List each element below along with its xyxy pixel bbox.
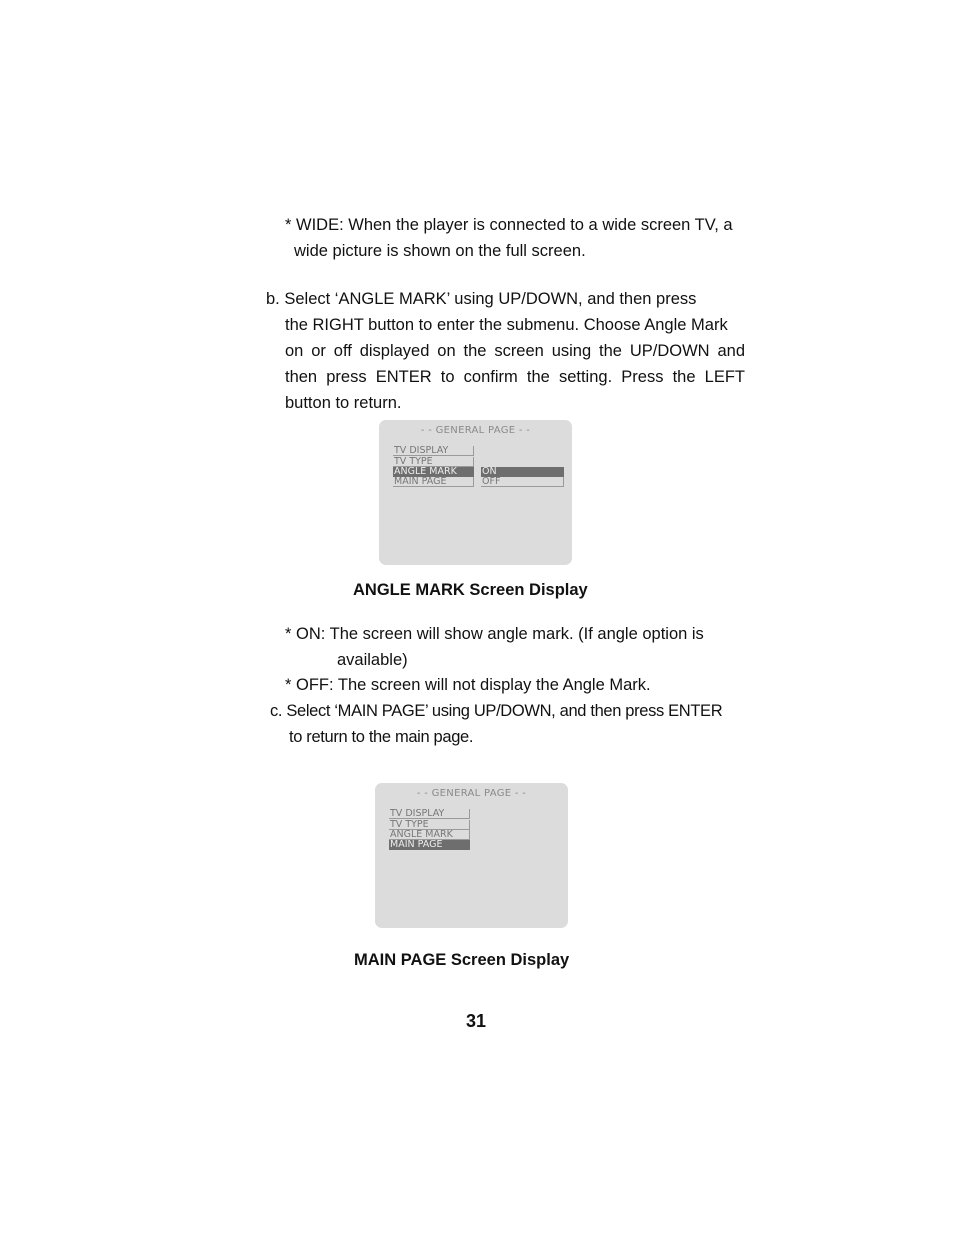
step-b-line-3: on or off displayed on the screen using the UP/DOWN and	[285, 342, 745, 360]
main-page-caption: MAIN PAGE Screen Display	[354, 951, 570, 969]
angle-mark-caption: ANGLE MARK Screen Display	[353, 581, 588, 599]
osd-item-angle-mark: ANGLE MARK	[393, 467, 474, 477]
osd-item-angle-mark: ANGLE MARK	[389, 830, 470, 840]
step-b-line-5: button to return.	[285, 394, 402, 412]
osd-item-tv-display: TV DISPLAY	[389, 809, 470, 819]
osd-title: - - GENERAL PAGE - -	[416, 788, 527, 799]
page-number: 31	[466, 1011, 487, 1031]
wide-note-line-1: * WIDE: When the player is connected to a wide screen TV, a	[285, 216, 733, 234]
osd-item-tv-type: TV TYPE	[389, 820, 470, 830]
wide-note-line-2: wide picture is shown on the full screen.	[294, 242, 586, 260]
osd-option-off: OFF	[481, 477, 564, 487]
osd-item-main-page: MAIN PAGE	[393, 477, 474, 487]
step-b-line-4: then press ENTER to confirm the setting. Press the LEFT	[285, 368, 745, 386]
osd-item-tv-display: TV DISPLAY	[393, 446, 474, 456]
on-description-line-1: * ON: The screen will show angle mark. (If angle option is	[285, 625, 704, 643]
osd-item-main-page: MAIN PAGE	[389, 840, 470, 850]
step-c-line-1: c. Select ‘MAIN PAGE’ using UP/DOWN, and then press ENTER	[270, 702, 723, 720]
step-b-line-2: the RIGHT button to enter the submenu. Choose Angle Mark	[285, 316, 728, 334]
off-description: * OFF: The screen will not display the Angle Mark.	[285, 676, 651, 694]
main-page-screen-display	[375, 783, 568, 928]
step-b-line-1: b. Select ‘ANGLE MARK’ using UP/DOWN, and then press	[266, 290, 697, 308]
osd-option-on: ON	[481, 467, 564, 477]
osd-item-tv-type: TV TYPE	[393, 457, 474, 467]
on-description-line-2: available)	[337, 651, 408, 669]
angle-mark-screen-display	[379, 420, 572, 565]
osd-title: - - GENERAL PAGE - -	[420, 425, 531, 436]
step-c-line-2: to return to the main page.	[289, 728, 474, 746]
